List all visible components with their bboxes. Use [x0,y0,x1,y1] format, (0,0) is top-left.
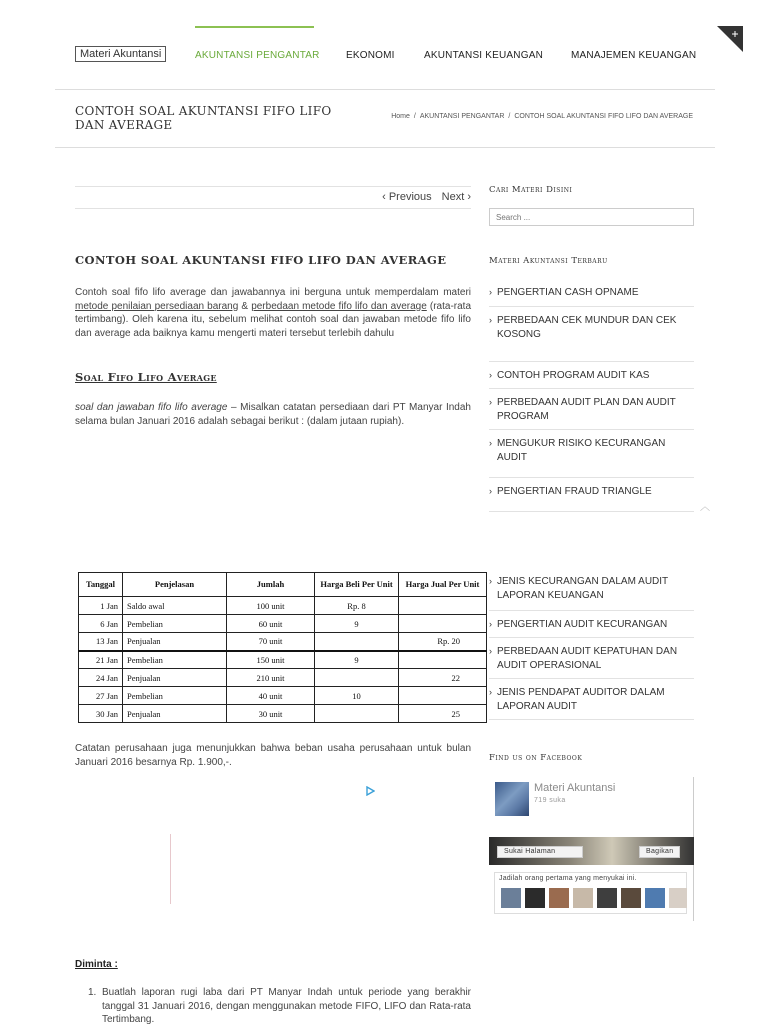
cell-date: 6 Jan [79,615,123,633]
table-row [79,705,487,723]
nav-akuntansi-keuangan[interactable]: AKUNTANSI KEUANGAN [424,50,543,61]
sidebar-post-link[interactable] [489,575,694,611]
friend-avatar[interactable] [597,888,617,908]
cell-qty: 60 unit [227,615,315,633]
fb-cover-photo [489,837,694,865]
sidebar-post-link[interactable] [489,286,694,307]
breadcrumb [391,113,693,120]
friend-avatar[interactable] [645,888,665,908]
ad-placeholder [170,834,171,904]
cell-buy: 9 [315,615,399,633]
nav-akuntansi-pengantar[interactable]: AKUNTANSI PENGANTAR [195,50,320,61]
cell-sell [399,615,487,633]
post-navigation [382,191,471,203]
cell-sell [399,651,487,669]
cell-qty: 100 unit [227,597,315,615]
cell-buy [315,669,399,687]
recent-posts-list-more [489,575,694,720]
cell-desc: Saldo awal [123,597,227,615]
chevron-right-icon: › [489,619,492,629]
cell-buy: 10 [315,687,399,705]
scroll-up-icon[interactable]: ︿ [700,502,710,513]
cell-date: 1 Jan [79,597,123,615]
sidebar-post-link[interactable] [489,362,694,389]
previous-post-link[interactable]: ‹ Previous [382,191,432,203]
diminta-heading: Diminta : [75,959,118,970]
recent-posts-list [489,286,694,512]
friend-avatar[interactable] [501,888,521,908]
friend-avatar[interactable] [549,888,569,908]
friend-avatar[interactable] [621,888,641,908]
table-row [79,669,487,687]
fb-share-button[interactable]: Bagikan [639,846,680,858]
corner-toggle[interactable] [717,26,743,52]
section-heading: Soal Fifo Lifo Average [75,370,217,384]
chevron-right-icon: › [489,687,492,697]
sidebar-post-label: JENIS PENDAPAT AUDITOR DALAM LAPORAN AUDIT [497,687,665,712]
table-row [79,687,487,705]
cell-desc: Pembelian [123,615,227,633]
sidebar-post-label: MENGUKUR RISIKO KECURANGAN AUDIT [497,438,666,463]
header-divider [55,89,715,90]
sidebar-post-link[interactable] [489,478,694,512]
sidebar-post-link[interactable] [489,430,694,478]
site-logo[interactable]: Materi Akuntansi [75,46,166,62]
cell-desc: Penjualan [123,633,227,651]
intro-paragraph [75,286,471,340]
search-input[interactable] [489,208,694,226]
main-nav [0,50,768,64]
sidebar-post-label: PENGERTIAN FRAUD TRIANGLE [497,486,652,497]
cell-sell: Rp. 20 [399,633,487,651]
play-triangle-icon [365,786,375,796]
friend-avatar[interactable] [573,888,593,908]
cell-date: 30 Jan [79,705,123,723]
breadcrumb-category[interactable]: AKUNTANSI PENGANTAR [419,113,505,120]
intro-text: Contoh soal fifo lifo average dan jawabannya ini berguna untuk memperdalam materi [75,287,471,298]
cell-buy [315,705,399,723]
sidebar-post-label: PERBEDAAN AUDIT KEPATUHAN DAN AUDIT OPERASIONAL [497,646,678,671]
sidebar-post-link[interactable] [489,611,694,638]
chevron-right-icon: › [489,287,492,297]
problem-paragraph [75,401,471,428]
cell-desc: Pembelian [123,651,227,669]
cell-sell: 22 [399,669,487,687]
sidebar-post-label: PERBEDAAN AUDIT PLAN DAN AUDIT PROGRAM [497,397,676,422]
intro-text: & [238,300,252,312]
chevron-right-icon: › [489,576,492,586]
search-heading: Cari Materi Disini [489,185,573,195]
cell-qty: 150 unit [227,651,315,669]
cell-desc: Pembelian [123,687,227,705]
sidebar-post-link[interactable] [489,389,694,430]
breadcrumb-sep: / [508,113,511,120]
col-jumlah: Jumlah [227,573,315,597]
col-penjelasan: Penjelasan [123,573,227,597]
sidebar-post-link[interactable] [489,679,694,720]
fb-friends-panel [494,872,687,914]
friend-avatar[interactable] [669,888,687,908]
recent-heading: Materi Akuntansi Terbaru [489,256,608,266]
chevron-right-icon: › [489,397,492,407]
cell-qty: 40 unit [227,687,315,705]
intro-text: (rata-rata tertimbang). Oleh karena itu, sebelum melihat contoh soal dan jawaban metode fifo lifo dan average ada baiknya kamu mengerti materi tersebut terlebih dahulu [75,300,472,339]
list-item [88,986,471,1024]
chevron-right-icon: › [489,438,492,448]
adchoices-icon[interactable] [365,783,375,793]
cell-buy: Rp. 8 [315,597,399,615]
sidebar-post-label: CONTOH PROGRAM AUDIT KAS [497,370,650,381]
fb-like-count: 719 suka [534,797,566,804]
cell-sell [399,597,487,615]
chevron-right-icon: › [489,486,492,496]
task-list [88,986,471,1024]
cell-sell: 25 [399,705,487,723]
chevron-right-icon: › [489,370,492,380]
facebook-widget [489,777,694,921]
cell-date: 13 Jan [79,633,123,651]
cell-sell [399,687,487,705]
nav-active-indicator [195,26,314,28]
post-nav-top-line [75,186,471,187]
table-row [79,651,487,669]
list-number: 1. [88,987,97,998]
inventory-table [78,572,487,723]
col-harga-jual: Harga Jual Per Unit [399,573,487,597]
breadcrumb-home[interactable]: Home [391,113,410,120]
cell-qty: 70 unit [227,633,315,651]
problem-emphasis: soal dan jawaban fifo lifo average [75,402,228,413]
chevron-right-icon: › [489,315,492,325]
sidebar-post-label: PENGERTIAN CASH OPNAME [497,287,639,298]
nav-ekonomi[interactable]: EKONOMI [346,50,395,61]
fb-like-button[interactable]: Sukai Halaman [497,846,583,858]
problem-text: – Misalkan catatan persediaan dari PT Manyar Indah selama bulan Januari 2016 adalah sebagai berikut : (dalam jutaan rupiah). [75,402,471,427]
list-text: Buatlah laporan rugi laba dari PT Manyar Indah untuk periode yang berakhir tanggal 31 Januari 2016, dengan menggunakan metode FIFO, LIFO dan Rata-rata Tertimbang. [102,987,471,1024]
facebook-heading: Find us on Facebook [489,753,583,763]
fb-friends-text: Jadilah orang pertama yang menyukai ini. [499,875,637,882]
title-divider [55,147,715,148]
chevron-right-icon: › [489,646,492,656]
sidebar-post-label: PENGERTIAN AUDIT KECURANGAN [497,619,668,630]
expense-paragraph: Catatan perusahaan juga menunjukkan bahwa beban usaha perusahaan untuk bulan Januari 2016 besarnya Rp. 1.900,-. [75,743,471,768]
table-row [79,633,487,651]
friend-avatar[interactable] [525,888,545,908]
sidebar-post-link[interactable] [489,307,694,362]
table-row [79,597,487,615]
table-row [79,615,487,633]
cell-date: 24 Jan [79,669,123,687]
sidebar-post-label: PERBEDAAN CEK MUNDUR DAN CEK KOSONG [497,315,677,340]
cell-desc: Penjualan [123,669,227,687]
cell-qty: 30 unit [227,705,315,723]
page-title: CONTOH SOAL AKUNTANSI FIFO LIFO DAN AVERAGE [75,104,332,132]
cell-buy: 9 [315,651,399,669]
cell-buy [315,633,399,651]
post-nav-bottom-line [75,208,471,209]
cell-date: 27 Jan [79,687,123,705]
cell-date: 21 Jan [79,651,123,669]
sidebar-post-label: JENIS KECURANGAN DALAM AUDIT LAPORAN KEUANGAN [497,576,668,601]
post-title: CONTOH SOAL AKUNTANSI FIFO LIFO DAN AVERAGE [75,253,447,267]
page-thumbnail[interactable] [495,782,529,816]
sidebar-post-link[interactable] [489,638,694,679]
next-post-link[interactable]: Next › [441,191,471,203]
table-header-row [79,573,487,597]
nav-manajemen-keuangan[interactable]: MANAJEMEN KEUANGAN [571,50,697,61]
link-perbedaan-metode[interactable]: perbedaan metode fifo lifo dan average [251,300,427,312]
fb-page-name[interactable]: Materi Akuntansi [534,782,616,794]
plus-icon [717,26,743,52]
col-harga-beli: Harga Beli Per Unit [315,573,399,597]
breadcrumb-sep: / [413,113,416,120]
cell-qty: 210 unit [227,669,315,687]
breadcrumb-current: CONTOH SOAL AKUNTANSI FIFO LIFO DAN AVERAGE [514,113,693,120]
col-tanggal: Tanggal [79,573,123,597]
link-metode-penilaian[interactable]: metode penilaian persediaan barang [75,300,239,312]
cell-desc: Penjualan [123,705,227,723]
